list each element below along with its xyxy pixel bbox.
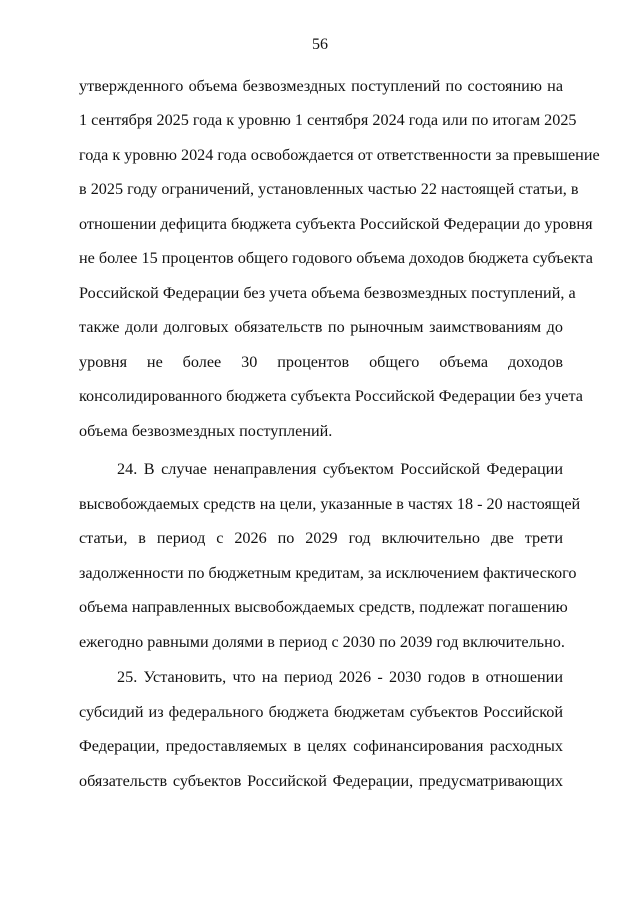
text-line: утвержденного объема безвозмездных поступлений по состоянию на xyxy=(79,77,563,95)
text-line: года к уровню 2024 года освобождается от ответственности за превышение xyxy=(79,146,600,164)
text-line: объема направленных высвобождаемых средств, подлежат погашению xyxy=(79,598,568,616)
text-line: задолженности по бюджетным кредитам, за исключением фактического xyxy=(79,564,577,582)
text-line: не более 15 процентов общего годового объема доходов бюджета субъекта xyxy=(79,249,593,267)
text-line: отношении дефицита бюджета субъекта Российской Федерации до уровня xyxy=(79,215,593,233)
text-line: консолидированного бюджета субъекта Российской Федерации без учета xyxy=(79,387,583,405)
text-line: Российской Федерации без учета объема безвозмездных поступлений, а xyxy=(79,284,576,302)
text-line: статьи, в период с 2026 по 2029 год включительно две трети xyxy=(79,529,563,547)
text-line: высвобождаемых средств на цели, указанные в частях 18 - 20 настоящей xyxy=(79,495,581,513)
text-line: уровня не более 30 процентов общего объема доходов xyxy=(79,353,563,371)
text-line: ежегодно равными долями в период с 2030 по 2039 год включительно. xyxy=(79,633,565,651)
text-line: объема безвозмездных поступлений. xyxy=(79,422,333,440)
text-line: обязательств субъектов Российской Федерации, предусматривающих xyxy=(79,772,563,790)
paragraph-24-first-line: 24. В случае ненаправления субъектом Российской Федерации xyxy=(117,460,563,478)
text-line: в 2025 году ограничений, установленных частью 22 настоящей статьи, в xyxy=(79,180,579,198)
text-line: 1 сентября 2025 года к уровню 1 сентября 2024 года или по итогам 2025 xyxy=(79,111,577,129)
text-line: субсидий из федерального бюджета бюджетам субъектов Российской xyxy=(79,703,563,721)
page-number: 56 xyxy=(312,36,328,53)
text-line: также доли долговых обязательств по рыночным заимствованиям до xyxy=(79,318,563,336)
text-line: Федерации, предоставляемых в целях софинансирования расходных xyxy=(79,737,563,755)
paragraph-25-first-line: 25. Установить, что на период 2026 - 2030 годов в отношении xyxy=(117,668,563,686)
